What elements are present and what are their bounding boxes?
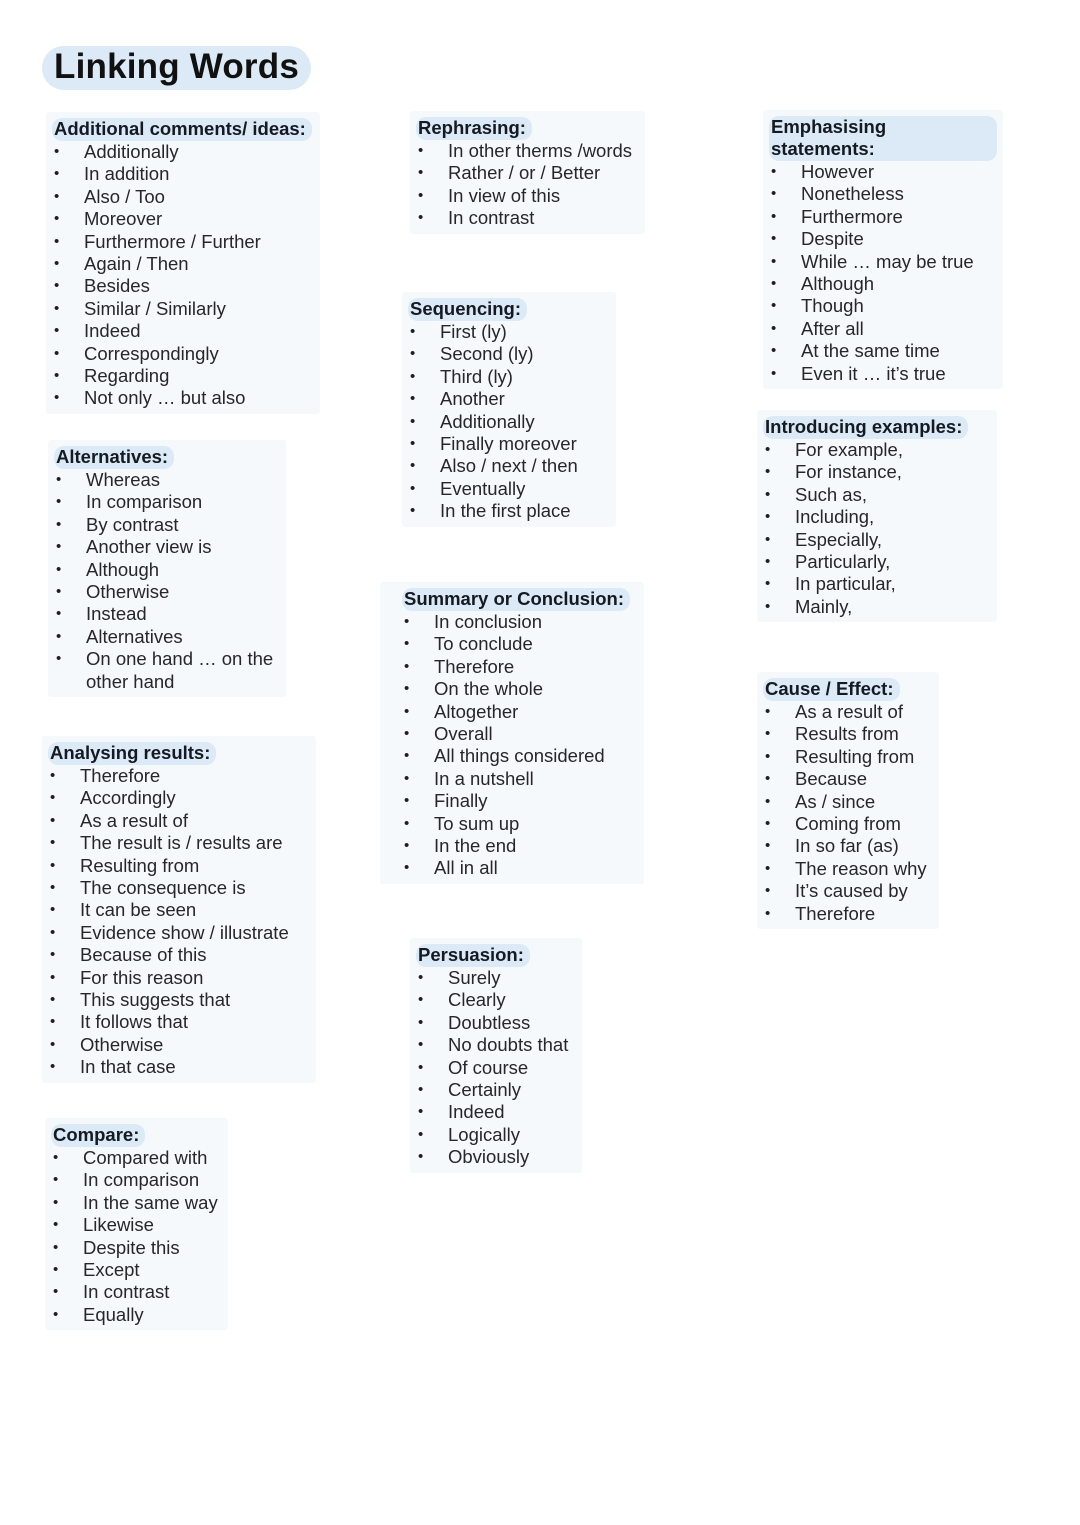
- section-heading: Emphasising statements:: [769, 116, 997, 161]
- list-item: • While … may be true: [769, 251, 997, 273]
- list-item: • On the whole: [402, 678, 638, 700]
- list-item: • Even it … it’s true: [769, 363, 997, 385]
- list-item: • Altogether: [402, 701, 638, 723]
- list-item: • Surely: [416, 967, 576, 989]
- list-item: • In particular,: [763, 573, 991, 595]
- list-item: • Despite this: [51, 1237, 222, 1259]
- word-list: [51, 1147, 222, 1326]
- list-item: • In the first place: [408, 500, 610, 522]
- list-item: • It can be seen: [48, 899, 310, 921]
- list-item: • Whereas: [54, 469, 280, 491]
- list-item: • As / since: [763, 791, 933, 813]
- list-item: • In contrast: [416, 207, 639, 229]
- list-item: • In conclusion: [402, 611, 638, 633]
- list-item: • Instead: [54, 603, 280, 625]
- list-item: • On one hand … on the other hand: [54, 648, 282, 693]
- list-item: • Of course: [416, 1057, 576, 1079]
- list-item: • To conclude: [402, 633, 638, 655]
- list-item: • At the same time: [769, 340, 997, 362]
- list-item: • No doubts that: [416, 1034, 576, 1056]
- list-item: • Finally: [402, 790, 638, 812]
- section-alternatives: [48, 440, 286, 697]
- word-list: [402, 611, 638, 880]
- list-item: • In view of this: [416, 185, 639, 207]
- list-item: • Coming from: [763, 813, 933, 835]
- list-item: • Similar / Similarly: [52, 298, 314, 320]
- list-item: • Resulting from: [48, 855, 310, 877]
- list-item: • Except: [51, 1259, 222, 1281]
- section-compare: [45, 1118, 228, 1330]
- list-item: • In other therms /words: [416, 140, 639, 162]
- list-item: • Nonetheless: [769, 183, 997, 205]
- word-list: [763, 701, 933, 925]
- section-heading: Summary or Conclusion:: [402, 588, 630, 611]
- list-item: • In addition: [52, 163, 314, 185]
- list-item: • In a nutshell: [402, 768, 638, 790]
- list-item: • Second (ly): [408, 343, 610, 365]
- list-item: • Additionally: [408, 411, 610, 433]
- list-item: • Alternatives: [54, 626, 280, 648]
- list-item: • For this reason: [48, 967, 310, 989]
- list-item: • Particularly,: [763, 551, 991, 573]
- section-heading: Sequencing:: [408, 298, 527, 321]
- list-item: • Evidence show / illustrate: [48, 922, 310, 944]
- list-item: • Overall: [402, 723, 638, 745]
- section-introducing-examples: [757, 410, 997, 622]
- section-heading: Compare:: [51, 1124, 145, 1147]
- list-item: • Otherwise: [48, 1034, 310, 1056]
- word-list: [416, 967, 576, 1169]
- list-item: • Including,: [763, 506, 991, 528]
- list-item: • In comparison: [54, 491, 280, 513]
- list-item: • Furthermore / Further: [52, 231, 314, 253]
- list-item: • It follows that: [48, 1011, 310, 1033]
- section-sequencing: [402, 292, 616, 527]
- list-item: • Especially,: [763, 529, 991, 551]
- list-item: • Furthermore: [769, 206, 997, 228]
- list-item: • Therefore: [48, 765, 310, 787]
- page-title: Linking Words: [42, 46, 311, 90]
- list-item: • Doubtless: [416, 1012, 576, 1034]
- list-item: • Equally: [51, 1304, 222, 1326]
- section-heading: Additional comments/ ideas:: [52, 118, 312, 141]
- list-item: • Also / next / then: [408, 455, 610, 477]
- list-item: • After all: [769, 318, 997, 340]
- list-item: • First (ly): [408, 321, 610, 343]
- section-heading: Analysing results:: [48, 742, 216, 765]
- word-list: [48, 765, 310, 1079]
- word-list: [763, 439, 991, 618]
- section-persuasion: [410, 938, 582, 1173]
- list-item: • Again / Then: [52, 253, 314, 275]
- list-item: • Results from: [763, 723, 933, 745]
- section-emphasising-statements: [763, 110, 1003, 389]
- list-item: • By contrast: [54, 514, 280, 536]
- list-item: • Eventually: [408, 478, 610, 500]
- list-item: • Logically: [416, 1124, 576, 1146]
- section-heading: Rephrasing:: [416, 117, 532, 140]
- list-item: • Not only … but also: [52, 387, 314, 409]
- section-additional-comments: [46, 112, 320, 414]
- list-item: • Regarding: [52, 365, 314, 387]
- list-item: • Clearly: [416, 989, 576, 1011]
- list-item: • Because: [763, 768, 933, 790]
- list-item: • Resulting from: [763, 746, 933, 768]
- list-item: • Finally moreover: [408, 433, 610, 455]
- list-item: • Another view is: [54, 536, 280, 558]
- word-list: [416, 140, 639, 230]
- list-item: • In the same way: [51, 1192, 222, 1214]
- list-item: • Rather / or / Better: [416, 162, 639, 184]
- section-cause-effect: [757, 672, 939, 929]
- list-item: • In so far (as): [763, 835, 933, 857]
- list-item: • Accordingly: [48, 787, 310, 809]
- list-item: • For example,: [763, 439, 991, 461]
- list-item: • Because of this: [48, 944, 310, 966]
- list-item: • Additionally: [52, 141, 314, 163]
- list-item: • Such as,: [763, 484, 991, 506]
- section-heading: Alternatives:: [54, 446, 174, 469]
- list-item: • All in all: [402, 857, 638, 879]
- list-item: • The result is / results are: [48, 832, 310, 854]
- list-item: • Correspondingly: [52, 343, 314, 365]
- word-list: [54, 469, 280, 693]
- list-item: • Although: [769, 273, 997, 295]
- list-item: • Obviously: [416, 1146, 576, 1168]
- word-list: [52, 141, 314, 410]
- list-item: • Likewise: [51, 1214, 222, 1236]
- section-heading: Introducing examples:: [763, 416, 968, 439]
- list-item: • Third (ly): [408, 366, 610, 388]
- list-item: • Also / Too: [52, 186, 314, 208]
- list-item: • The consequence is: [48, 877, 310, 899]
- list-item: • Although: [54, 559, 280, 581]
- list-item: • Therefore: [763, 903, 933, 925]
- list-item: • Though: [769, 295, 997, 317]
- list-item: • However: [769, 161, 997, 183]
- section-rephrasing: [410, 111, 645, 234]
- list-item: • Indeed: [52, 320, 314, 342]
- section-heading: Persuasion:: [416, 944, 530, 967]
- list-item: • In the end: [402, 835, 638, 857]
- list-item: • All things considered: [402, 745, 638, 767]
- word-list: [408, 321, 610, 523]
- list-item: • Besides: [52, 275, 314, 297]
- list-item: • For instance,: [763, 461, 991, 483]
- list-item: • Indeed: [416, 1101, 576, 1123]
- list-item: • In contrast: [51, 1281, 222, 1303]
- list-item: • As a result of: [48, 810, 310, 832]
- list-item: • To sum up: [402, 813, 638, 835]
- list-item: • Moreover: [52, 208, 314, 230]
- list-item: • This suggests that: [48, 989, 310, 1011]
- list-item: • Despite: [769, 228, 997, 250]
- list-item: • Another: [408, 388, 610, 410]
- list-item: • Compared with: [51, 1147, 222, 1169]
- list-item: • In comparison: [51, 1169, 222, 1191]
- list-item: • The reason why: [763, 858, 933, 880]
- list-item: • As a result of: [763, 701, 933, 723]
- list-item: • In that case: [48, 1056, 310, 1078]
- section-summary-conclusion: [380, 582, 644, 884]
- section-heading: Cause / Effect:: [763, 678, 900, 701]
- section-analysing-results: [42, 736, 316, 1083]
- list-item: • Mainly,: [763, 596, 991, 618]
- list-item: • Therefore: [402, 656, 638, 678]
- list-item: • Otherwise: [54, 581, 280, 603]
- word-list: [769, 161, 997, 385]
- list-item: • It’s caused by: [763, 880, 933, 902]
- list-item: • Certainly: [416, 1079, 576, 1101]
